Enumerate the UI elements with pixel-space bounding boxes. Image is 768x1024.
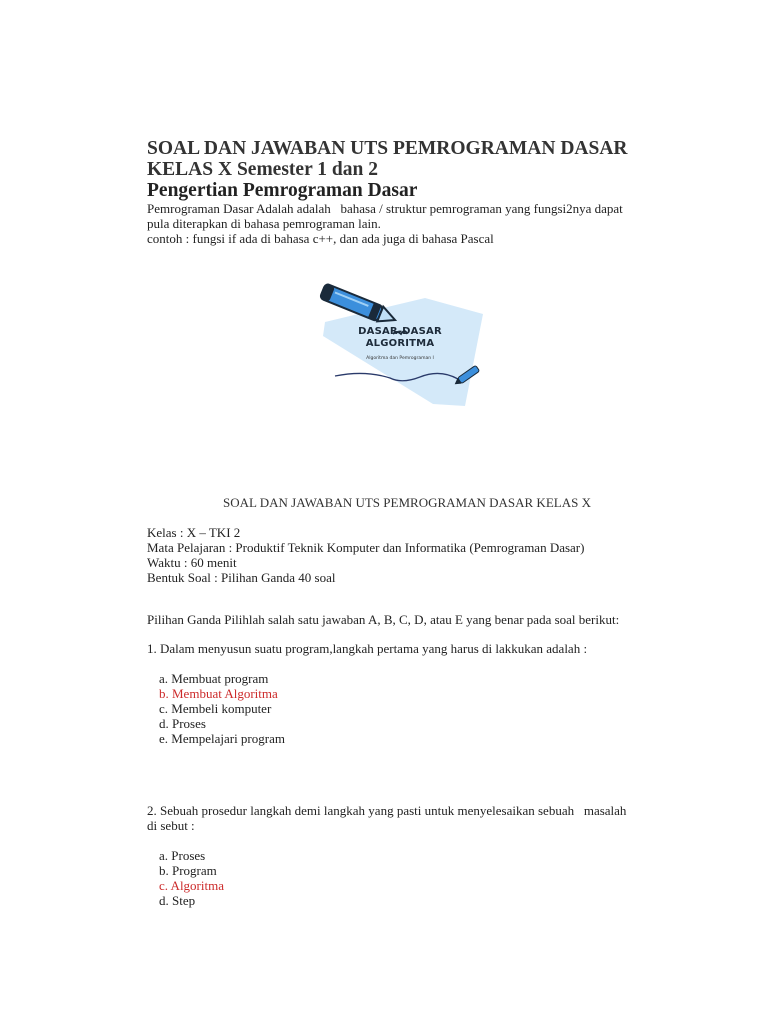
logo-subtitle: Algoritma dan Pemrograman I <box>366 356 434 361</box>
exam-format: Bentuk Soal : Pilihan Ganda 40 soal <box>147 570 336 585</box>
document-title-line-2: KELAS X Semester 1 dan 2 <box>147 159 378 180</box>
definition-line-2: pula diterapkan di bahasa pemrograman lain. <box>147 216 381 231</box>
exam-info <box>147 525 667 585</box>
question-2 <box>147 803 667 908</box>
instructions-section <box>147 612 667 627</box>
question-2-text-line-1: 2. Sebuah prosedur langkah demi langkah yang pasti untuk menyelesaikan sebuah masalah <box>147 803 627 818</box>
instructions: Pilihan Ganda Pilihlah salah satu jawaban A, B, C, D, atau E yang benar pada soal berikut: <box>147 612 620 627</box>
question-2-option-d: d. Step <box>159 893 196 908</box>
dasar-algoritma-logo <box>305 276 495 411</box>
exam-heading-section <box>147 495 667 510</box>
question-2-option-c-correct: c. Algoritma <box>159 878 224 893</box>
document-header <box>147 138 667 246</box>
question-1-option-e: e. Mempelajari program <box>159 731 285 746</box>
question-1-option-b-correct: b. Membuat Algoritma <box>159 686 278 701</box>
exam-class: Kelas : X – TKI 2 <box>147 525 241 540</box>
section-heading: Pengertian Pemrograman Dasar <box>147 180 418 201</box>
question-1-option-d: d. Proses <box>159 716 206 731</box>
exam-subject: Mata Pelajaran : Produktif Teknik Komputer dan Informatika (Pemrograman Dasar) <box>147 540 585 555</box>
definition-line-1: Pemrograman Dasar Adalah adalah bahasa / struktur pemrograman yang fungsi2nya dapat <box>147 201 623 216</box>
document-title-line-1: SOAL DAN JAWABAN UTS PEMROGRAMAN DASAR <box>147 138 628 159</box>
question-2-option-a: a. Proses <box>159 848 206 863</box>
logo-title-line-2: ALGORITMA <box>365 338 435 349</box>
question-2-text-line-2: di sebut : <box>147 818 195 833</box>
question-1 <box>147 641 667 746</box>
exam-heading: SOAL DAN JAWABAN UTS PEMROGRAMAN DASAR KELAS X <box>223 495 591 510</box>
question-1-option-a: a. Membuat program <box>159 671 269 686</box>
question-2-option-b: b. Program <box>159 863 217 878</box>
question-1-option-c: c. Membeli komputer <box>159 701 272 716</box>
definition-line-3: contoh : fungsi if ada di bahasa c++, dan ada juga di bahasa Pascal <box>147 231 494 246</box>
exam-duration: Waktu : 60 menit <box>147 555 237 570</box>
logo-title-line-1: DASAR-DASAR <box>358 326 442 337</box>
question-1-options <box>159 671 667 746</box>
question-2-options <box>159 848 667 908</box>
question-1-text: 1. Dalam menyusun suatu program,langkah pertama yang harus di lakkukan adalah : <box>147 641 588 656</box>
